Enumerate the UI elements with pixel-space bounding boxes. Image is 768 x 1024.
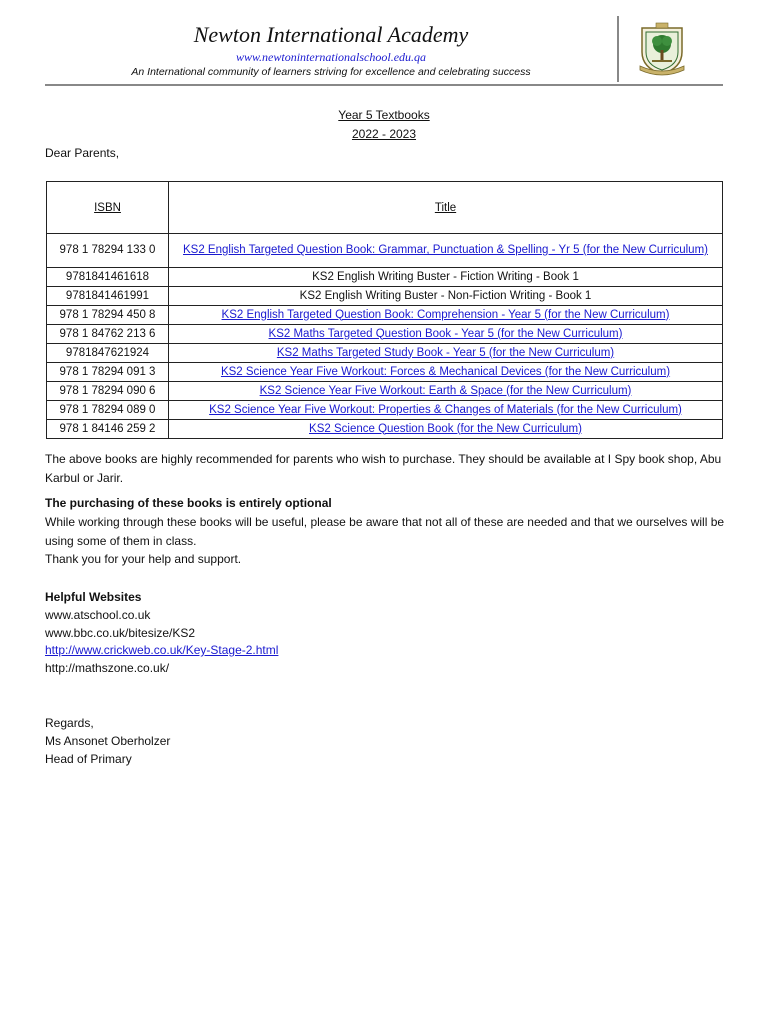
table-row [47, 420, 723, 439]
optional-text: While working through these books will be useful, please be aware that not all of these are needed and that we ourselves will be using some of them in class. [45, 515, 725, 548]
website-item: www.bbc.co.uk/bitesize/KS2 [45, 626, 196, 640]
academic-year: 2022 - 2023 [351, 127, 417, 141]
table-row [47, 287, 723, 306]
book-title-link[interactable]: KS2 English Targeted Question Book: Grammar, Punctuation & Spelling - Yr 5 (for the New Curriculum) [183, 244, 708, 256]
isbn-cell: 9781841461991 [47, 287, 169, 306]
school-website-link[interactable]: www.newtoninternationalschool.edu.qa [235, 50, 427, 64]
title-header: Title [169, 182, 723, 234]
book-title-link[interactable]: KS2 Maths Targeted Question Book - Year 5 (for the New Curriculum) [268, 327, 623, 340]
letterhead [0, 0, 768, 90]
table-row [47, 344, 723, 363]
isbn-cell: 978 1 78294 090 6 [47, 382, 169, 401]
document-title: Year 5 Textbooks [338, 108, 430, 122]
isbn-cell: 978 1 78294 091 3 [47, 363, 169, 382]
thanks-text: Thank you for your help and support. [45, 552, 242, 566]
textbook-table [46, 181, 723, 439]
isbn-cell: 9781847621924 [47, 344, 169, 363]
signatory-role: Head of Primary [45, 752, 132, 766]
book-title-link[interactable]: KS2 Science Year Five Workout: Properties & Changes of Materials (for the New Curriculum) [209, 403, 682, 416]
title-cell: KS2 English Writing Buster - Non-Fiction Writing - Book 1 [169, 287, 723, 306]
title-cell [169, 344, 723, 363]
title-cell [169, 325, 723, 344]
title-cell [169, 382, 723, 401]
book-title-link[interactable]: KS2 English Targeted Question Book: Comprehension - Year 5 (for the New Curriculum) [221, 308, 670, 321]
isbn-cell: 978 1 84762 213 6 [47, 325, 169, 344]
table-row [47, 268, 723, 287]
optional-heading: The purchasing of these books is entirely optional [45, 496, 332, 510]
table-row [47, 382, 723, 401]
table-row [47, 306, 723, 325]
websites-heading: Helpful Websites [45, 590, 142, 604]
school-crest-icon [638, 22, 686, 76]
title-cell: KS2 English Writing Buster - Fiction Writing - Book 1 [169, 268, 723, 287]
isbn-cell: 978 1 78294 133 0 [47, 234, 169, 268]
table-row [47, 325, 723, 344]
title-cell [169, 363, 723, 382]
isbn-cell: 978 1 78294 089 0 [47, 401, 169, 420]
isbn-cell: 9781841461618 [47, 268, 169, 287]
isbn-cell: 978 1 84146 259 2 [47, 420, 169, 439]
greeting: Dear Parents, [45, 146, 120, 160]
website-item: http://mathszone.co.uk/ [45, 661, 170, 675]
title-cell [169, 420, 723, 439]
table-row [47, 363, 723, 382]
book-title-link[interactable]: KS2 Maths Targeted Study Book - Year 5 (for the New Curriculum) [276, 346, 615, 359]
isbn-header: ISBN [47, 182, 169, 234]
book-title-link[interactable]: KS2 Science Question Book (for the New Curriculum) [309, 422, 582, 435]
regards-text: Regards, [45, 716, 94, 730]
table-header-row [47, 182, 723, 234]
school-name: Newton International Academy [193, 22, 469, 47]
book-title-link[interactable]: KS2 Science Year Five Workout: Forces & Mechanical Devices (for the New Curriculum) [220, 365, 671, 378]
header-divider [617, 16, 619, 82]
signatory-name: Ms Ansonet Oberholzer [45, 734, 171, 748]
title-cell [169, 234, 723, 268]
table-row [47, 401, 723, 420]
website-link[interactable]: http://www.crickweb.co.uk/Key-Stage-2.html [45, 643, 279, 657]
school-tagline: An International community of learners striving for excellence and celebrating success [131, 66, 531, 78]
website-item: www.atschool.co.uk [45, 608, 151, 622]
title-cell [169, 401, 723, 420]
isbn-cell: 978 1 78294 450 8 [47, 306, 169, 325]
recommendation-text: The above books are highly recommended for parents who wish to purchase. They should be available at I Spy book shop, Abu Karbul or Jarir. [45, 452, 722, 485]
header-rule [45, 84, 723, 86]
book-title-link[interactable]: KS2 Science Year Five Workout: Earth & Space (for the New Curriculum) [259, 384, 632, 397]
table-row [47, 234, 723, 268]
title-cell [169, 306, 723, 325]
